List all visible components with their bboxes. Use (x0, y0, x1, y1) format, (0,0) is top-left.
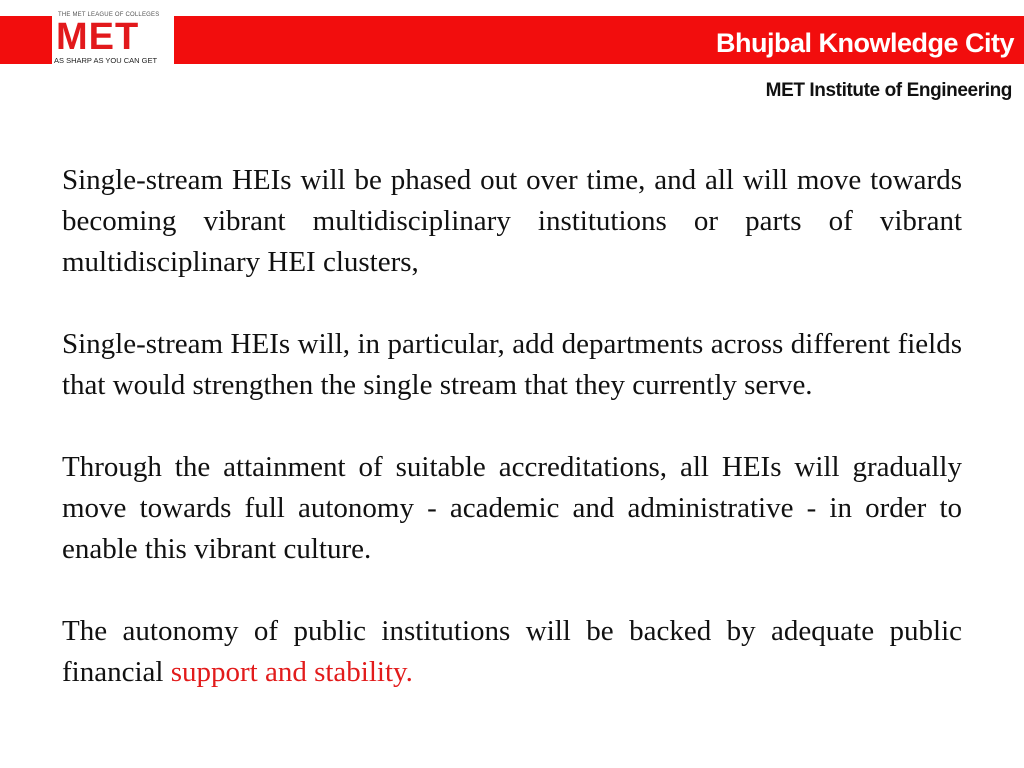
met-logo (52, 10, 174, 66)
paragraph-4-highlight: support and stability. (170, 656, 413, 688)
page-title: Bhujbal Knowledge City (715, 28, 1014, 58)
paragraph-4 (62, 611, 962, 693)
logo-top-text: THE MET LEAGUE OF COLLEGES (58, 12, 160, 18)
logo-tagline: AS SHARP AS YOU CAN GET (54, 56, 158, 65)
paragraph-2: Single-stream HEIs will, in particular, add departments across different fields that would strengthen the single stream that they currently serve. (62, 328, 962, 401)
slide-content (62, 160, 962, 734)
logo-main-text: MET (56, 16, 140, 58)
institute-subtitle: MET Institute of Engineering (765, 80, 1012, 101)
paragraph-4-text: The autonomy of public institutions will be backed by adequate public financial (62, 615, 962, 688)
paragraph-1: Single-stream HEIs will be phased out over time, and all will move towards becoming vibrant multidisciplinary institutions or parts of vibrant multidisciplinary HEI clusters, (62, 164, 962, 278)
paragraph-3: Through the attainment of suitable accreditations, all HEIs will gradually move towards full autonomy - academic and administrative - in order to enable this vibrant culture. (62, 451, 962, 565)
